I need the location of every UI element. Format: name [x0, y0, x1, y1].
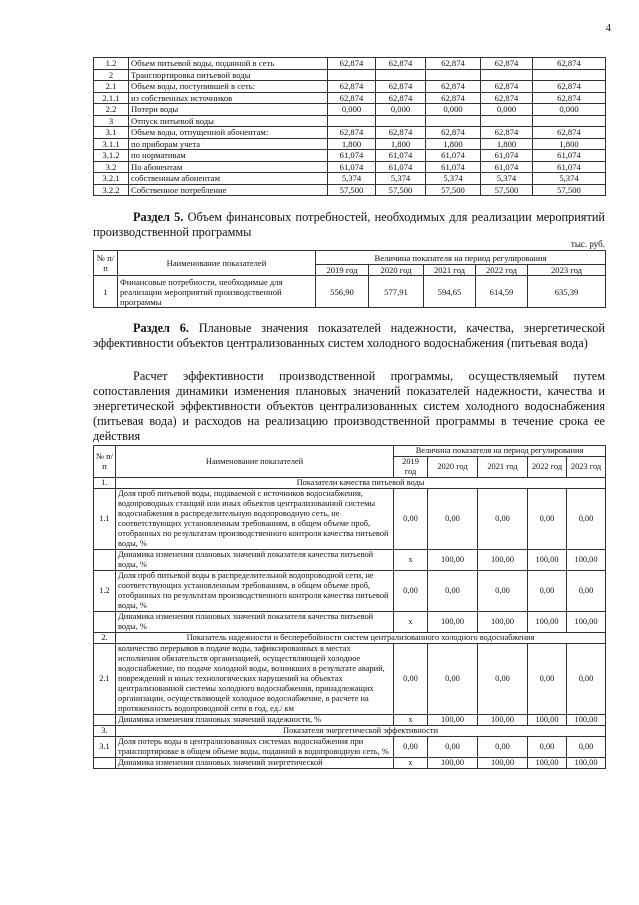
indicator-name: Динамика изменения плановых значений надежности, % — [116, 715, 394, 726]
indicator-name: Объем воды, поступившей в сеть: — [129, 81, 328, 93]
value-cell: 61,074 — [533, 161, 606, 173]
indicator-name: Объем воды, отпущенной абонентам: — [129, 127, 328, 139]
value-cell: 5,374 — [481, 173, 533, 185]
year-header: 2023 год — [528, 265, 606, 276]
row-number: 3.1.1 — [94, 138, 129, 150]
value-cell: 62,874 — [426, 127, 481, 139]
value-cell: 62,874 — [328, 58, 376, 70]
value-cell: 0,00 — [567, 489, 606, 550]
indicator-name: Потери воды — [129, 104, 328, 116]
indicator-name: Доля потерь воды в централизованных системах водоснабжения при транспортировке в общем объеме воды, поданной в водопроводную сеть, % — [116, 737, 394, 758]
value-cell: 0,00 — [478, 489, 528, 550]
row-number: 2. — [94, 633, 116, 644]
value-cell: 62,874 — [481, 92, 533, 104]
row-number — [94, 550, 116, 571]
value-cell: 0,00 — [567, 644, 606, 715]
indicators-table — [93, 445, 606, 769]
table-row — [94, 127, 606, 139]
value-cell: х — [394, 550, 428, 571]
table-row — [94, 138, 606, 150]
row-number: 3.2.2 — [94, 184, 129, 196]
value-cell: 0,00 — [428, 644, 478, 715]
value-cell: 0,000 — [328, 104, 376, 116]
value-cell: 0,00 — [394, 489, 428, 550]
indicator-name: Объем питьевой воды, поданной в сеть — [129, 58, 328, 70]
section5-heading — [93, 210, 605, 240]
table-row — [94, 92, 606, 104]
value-cell: 556,90 — [316, 276, 369, 308]
value-cell: 100,00 — [478, 550, 528, 571]
value-cell: 0,00 — [528, 644, 567, 715]
value-cell: 62,874 — [426, 92, 481, 104]
table-row — [94, 276, 606, 308]
value-cell — [328, 69, 376, 81]
page-number: 4 — [605, 22, 611, 34]
table-row — [94, 115, 606, 127]
value-cell: 100,00 — [478, 715, 528, 726]
indicator-name: Динамика изменения плановых значений показателя качества питьевой воды, % — [116, 612, 394, 633]
value-cell: х — [394, 758, 428, 769]
row-number: 2.1 — [94, 81, 129, 93]
indicator-name: Собственное потребление — [129, 184, 328, 196]
table-row — [94, 737, 606, 758]
indicator-name: Доля проб питьевой воды, подаваемой с источников водоснабжения, водопроводных станций или иных объектов централизованной системы водоснабжения в распределительную водопроводную сеть, не соответствующих установленным требованиям, в общем объеме проб, отобранных по результатам производственного контроля качества питьевой воды, % — [116, 489, 394, 550]
value-cell: 100,00 — [567, 550, 606, 571]
value-cell — [533, 69, 606, 81]
value-cell — [481, 69, 533, 81]
table-row — [94, 173, 606, 185]
value-cell — [376, 115, 426, 127]
value-cell: 62,874 — [481, 58, 533, 70]
indicator-name: Отпуск питьевой воды — [129, 115, 328, 127]
value-cell: х — [394, 715, 428, 726]
col-group-header: Величина показателя на период регулирования — [316, 251, 606, 265]
value-cell: 0,00 — [478, 737, 528, 758]
row-number: 1.2 — [94, 58, 129, 70]
value-cell: 1,800 — [481, 138, 533, 150]
value-cell: 1,800 — [376, 138, 426, 150]
row-number: 3.1.2 — [94, 150, 129, 162]
value-cell: 61,074 — [376, 150, 426, 162]
value-cell: 61,074 — [426, 150, 481, 162]
water-volume-table — [93, 57, 606, 196]
value-cell: 594,65 — [424, 276, 476, 308]
table-row — [94, 104, 606, 116]
value-cell: 0,00 — [567, 737, 606, 758]
row-number: 1.2 — [94, 571, 116, 612]
year-header: 2019 год — [316, 265, 369, 276]
row-number: 3.2.1 — [94, 173, 129, 185]
value-cell: 100,00 — [528, 758, 567, 769]
value-cell: 57,500 — [426, 184, 481, 196]
table-row — [94, 571, 606, 612]
value-cell: 61,074 — [481, 161, 533, 173]
section-title: Показатели энергетической эффективности — [116, 726, 606, 737]
year-header: 2019 год — [394, 457, 428, 478]
value-cell: 62,874 — [533, 81, 606, 93]
year-header: 2020 год — [369, 265, 424, 276]
value-cell — [533, 115, 606, 127]
value-cell: 0,000 — [481, 104, 533, 116]
section5-title: Объем финансовых потребностей, необходимых для реализации мероприятий производственной программы — [93, 210, 605, 239]
value-cell: 62,874 — [328, 92, 376, 104]
value-cell: 61,074 — [328, 150, 376, 162]
value-cell: 62,874 — [533, 58, 606, 70]
col-no-header: № п/п — [94, 446, 116, 478]
value-cell: 62,874 — [376, 81, 426, 93]
table-row — [94, 633, 606, 644]
indicator-name: Транспортировка питьевой воды — [129, 69, 328, 81]
year-header: 2023 год — [567, 457, 606, 478]
row-number: 1. — [94, 478, 116, 489]
indicator-name: по нормативам — [129, 150, 328, 162]
indicator-name: по приборам учета — [129, 138, 328, 150]
value-cell: 1,800 — [426, 138, 481, 150]
value-cell: 62,874 — [481, 81, 533, 93]
indicator-name: Доля проб питьевой воды в распределительной водопроводной сети, не соответствующих установленным требованиям, в общем объеме проб, отобранных по результатам производственного контроля качества питьевой воды, % — [116, 571, 394, 612]
value-cell: 57,500 — [376, 184, 426, 196]
value-cell: 5,374 — [376, 173, 426, 185]
row-number: 3.2 — [94, 161, 129, 173]
table-row — [94, 69, 606, 81]
value-cell: 1,800 — [328, 138, 376, 150]
value-cell — [328, 115, 376, 127]
row-number — [94, 715, 116, 726]
value-cell — [426, 115, 481, 127]
table-row — [94, 150, 606, 162]
value-cell: 100,00 — [528, 715, 567, 726]
table-row — [94, 758, 606, 769]
col-no-header: № п/п — [94, 251, 118, 276]
value-cell: 100,00 — [567, 715, 606, 726]
value-cell: 0,00 — [394, 571, 428, 612]
value-cell: 61,074 — [328, 161, 376, 173]
value-cell: 62,874 — [376, 127, 426, 139]
row-number — [94, 612, 116, 633]
value-cell: 100,00 — [428, 758, 478, 769]
table-row — [94, 612, 606, 633]
value-cell: 100,00 — [428, 715, 478, 726]
row-number: 1 — [94, 276, 118, 308]
row-number: 3.1 — [94, 127, 129, 139]
section-title: Показатель надежности и бесперебойности систем централизованного холодного водоснабжения — [116, 633, 606, 644]
value-cell: 0,000 — [533, 104, 606, 116]
section5-label: Раздел 5. — [133, 210, 184, 224]
year-header: 2022 год — [528, 457, 567, 478]
value-cell: 0,00 — [428, 737, 478, 758]
table-row — [94, 644, 606, 715]
value-cell: 62,874 — [328, 81, 376, 93]
value-cell: 635,39 — [528, 276, 606, 308]
table-row — [94, 81, 606, 93]
table-row — [94, 58, 606, 70]
indicator-name: Финансовые потребности, необходимые для реализации мероприятий производственной программы — [118, 276, 316, 308]
row-number: 2.1 — [94, 644, 116, 715]
value-cell: 5,374 — [533, 173, 606, 185]
table-row — [94, 550, 606, 571]
indicator-name: из собственных источников — [129, 92, 328, 104]
value-cell: 0,00 — [428, 571, 478, 612]
value-cell: 61,074 — [376, 161, 426, 173]
value-cell: 61,074 — [533, 150, 606, 162]
table-row — [94, 184, 606, 196]
table-row — [94, 489, 606, 550]
section6-label: Раздел 6. — [133, 321, 189, 335]
indicator-name: количество перерывов в подаче воды, зафиксированных в местах исполнения обязательств организацией, осуществляющей холодное водоснабжение, по подаче холодной воды, возникших в результате аварий, повреждений и иных технологических нарушений на объектах централизованной системы холодного водоснабжения, принадлежащих организации, осуществляющей холодное водоснабжение, в расчете на протяженность водопроводной сети в год, ед./ км — [116, 644, 394, 715]
value-cell: 62,874 — [376, 58, 426, 70]
row-number: 2 — [94, 69, 129, 81]
financial-needs-table — [93, 250, 606, 308]
year-header: 2021 год — [424, 265, 476, 276]
row-number: 2.1.1 — [94, 92, 129, 104]
value-cell: 0,000 — [376, 104, 426, 116]
year-header: 2022 год — [476, 265, 528, 276]
value-cell: 100,00 — [428, 550, 478, 571]
value-cell: 0,00 — [567, 571, 606, 612]
value-cell: х — [394, 612, 428, 633]
value-cell: 5,374 — [328, 173, 376, 185]
value-cell: 62,874 — [481, 127, 533, 139]
section-title: Показатели качества питьевой воды — [116, 478, 606, 489]
value-cell: 0,000 — [426, 104, 481, 116]
value-cell: 100,00 — [478, 612, 528, 633]
value-cell: 577,91 — [369, 276, 424, 308]
row-number: 2.2 — [94, 104, 129, 116]
value-cell: 100,00 — [567, 612, 606, 633]
value-cell: 61,074 — [426, 161, 481, 173]
indicator-name: собственным абонентам — [129, 173, 328, 185]
value-cell: 57,500 — [481, 184, 533, 196]
value-cell: 100,00 — [528, 550, 567, 571]
row-number: 1.1 — [94, 489, 116, 550]
col-name-header: Наименование показателей — [116, 446, 394, 478]
col-group-header: Величина показателя на период регулирования — [394, 446, 606, 457]
value-cell: 62,874 — [328, 127, 376, 139]
value-cell: 100,00 — [428, 612, 478, 633]
section6-paragraph: Расчет эффективности производственной программы, осуществляемый путем сопоставления динамики изменения плановых значений показателей надежности, качества и энергетической эффективности объектов централизованных систем холодного водоснабжения (питьевая вода) и расходов на реализацию производственной программы в течение срока ее действия — [93, 369, 605, 443]
value-cell — [481, 115, 533, 127]
value-cell: 100,00 — [567, 758, 606, 769]
value-cell: 0,00 — [478, 644, 528, 715]
value-cell: 5,374 — [426, 173, 481, 185]
value-cell: 62,874 — [426, 58, 481, 70]
value-cell: 0,00 — [394, 737, 428, 758]
value-cell: 0,00 — [428, 489, 478, 550]
value-cell: 0,00 — [478, 571, 528, 612]
row-number: 3 — [94, 115, 129, 127]
value-cell: 57,500 — [533, 184, 606, 196]
year-header: 2021 год — [478, 457, 528, 478]
table-row — [94, 161, 606, 173]
row-number: 3.1 — [94, 737, 116, 758]
row-number — [94, 758, 116, 769]
value-cell: 0,00 — [528, 489, 567, 550]
col-name-header: Наименование показателей — [118, 251, 316, 276]
value-cell: 62,874 — [533, 92, 606, 104]
value-cell: 0,00 — [528, 737, 567, 758]
value-cell: 1,800 — [533, 138, 606, 150]
value-cell: 100,00 — [478, 758, 528, 769]
value-cell: 62,874 — [533, 127, 606, 139]
value-cell — [376, 69, 426, 81]
section6-heading — [93, 321, 605, 351]
table-row — [94, 726, 606, 737]
table-row — [94, 478, 606, 489]
section5-unit: тыс. руб. — [570, 239, 605, 249]
section6-title: Плановые значения показателей надежности, качества, энергетической эффективности объектов централизованных систем холодного водоснабжения (питьевая вода) — [93, 321, 605, 350]
value-cell: 62,874 — [426, 81, 481, 93]
table-row — [94, 715, 606, 726]
indicator-name: По абонентам — [129, 161, 328, 173]
year-header: 2020 год — [428, 457, 478, 478]
value-cell: 0,00 — [394, 644, 428, 715]
value-cell: 61,074 — [481, 150, 533, 162]
value-cell: 0,00 — [528, 571, 567, 612]
indicator-name: Динамика изменения плановых значений энергетической — [116, 758, 394, 769]
indicator-name: Динамика изменения плановых значений показателя качества питьевой воды, % — [116, 550, 394, 571]
value-cell — [426, 69, 481, 81]
row-number: 3. — [94, 726, 116, 737]
value-cell: 614,59 — [476, 276, 528, 308]
value-cell: 62,874 — [376, 92, 426, 104]
value-cell: 57,500 — [328, 184, 376, 196]
value-cell: 100,00 — [528, 612, 567, 633]
